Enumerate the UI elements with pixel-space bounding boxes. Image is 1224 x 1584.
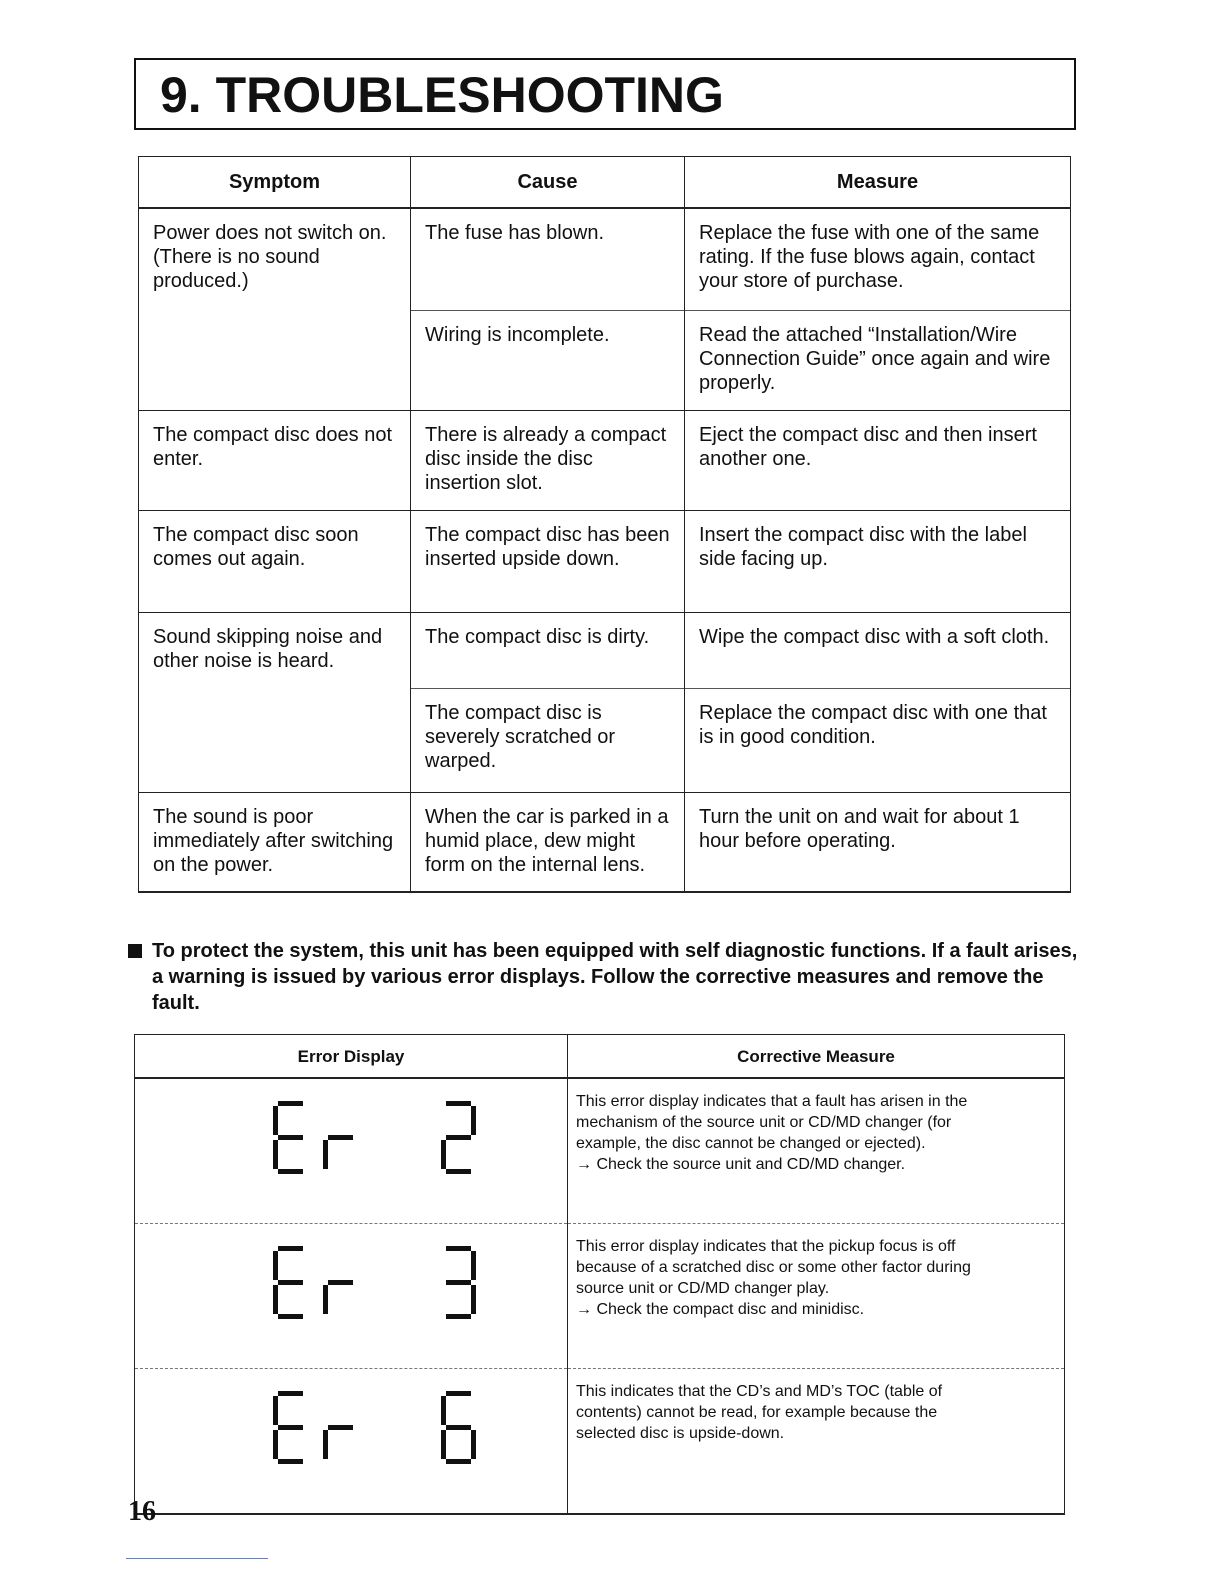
lcd-segment [446, 1314, 471, 1319]
corrective-measure-cell [568, 1078, 1065, 1224]
error-row [135, 1078, 1065, 1224]
symptom-cell: The compact disc does not enter. [139, 410, 411, 510]
table-row [139, 510, 1071, 612]
measure-line: mechanism of the source unit or CD/MD changer (for [576, 1114, 952, 1131]
footer-rule [126, 1558, 268, 1559]
page-title: 9. TROUBLESHOOTING [160, 67, 724, 123]
cause-cell: There is already a compact disc inside the disc insertion slot. [411, 410, 685, 510]
measure-cell: Turn the unit on and wait for about 1 hour before operating. [685, 792, 1071, 892]
lcd-segment [273, 1285, 278, 1314]
lcd-segment [278, 1246, 303, 1251]
measure-line: contents) cannot be read, for example because the [576, 1404, 938, 1421]
cause-cell: The compact disc is dirty. [411, 612, 685, 688]
measure-line: This error display indicates that the pickup focus is off [576, 1238, 956, 1255]
lcd-segment [441, 1140, 446, 1169]
measure-cell: Eject the compact disc and then insert another one. [685, 410, 1071, 510]
lcd-segment [278, 1101, 303, 1106]
square-bullet-icon [128, 944, 142, 958]
lcd-segment [323, 1285, 328, 1314]
lcd-segment [273, 1106, 278, 1135]
lcd-segment [328, 1280, 353, 1285]
cause-cell: Wiring is incomplete. [411, 310, 685, 410]
header-error-display: Error Display [135, 1035, 568, 1079]
measure-line: example, the disc cannot be changed or ejected). [576, 1135, 926, 1152]
error-row [135, 1369, 1065, 1515]
lcd-segment [441, 1396, 446, 1425]
symptom-cell: The compact disc soon comes out again. [139, 510, 411, 612]
lcd-segment [446, 1135, 471, 1140]
lcd-segment [273, 1140, 278, 1169]
measure-line: because of a scratched disc or some other factor during [576, 1259, 971, 1276]
header-measure: Measure [685, 157, 1071, 209]
page-number: 16 [128, 1496, 156, 1527]
lcd-segment [446, 1280, 471, 1285]
lcd-segment [273, 1396, 278, 1425]
symptom-cell: The sound is poor immediately after switching on the power. [139, 792, 411, 892]
lcd-error-display [265, 1385, 495, 1475]
header-symptom: Symptom [139, 157, 411, 209]
measure-line: This error display indicates that a fault has arisen in the [576, 1093, 968, 1110]
measure-cell: Insert the compact disc with the label side facing up. [685, 510, 1071, 612]
error-display-table [134, 1034, 1065, 1515]
lcd-segment [278, 1280, 303, 1285]
lcd-segment [323, 1140, 328, 1169]
corrective-measure-cell [568, 1369, 1065, 1515]
symptom-cell: Power does not switch on. (There is no sound produced.) [139, 208, 411, 410]
table-row [139, 410, 1071, 510]
table-row [139, 208, 1071, 310]
cause-cell: When the car is parked in a humid place, dew might form on the internal lens. [411, 792, 685, 892]
lcd-segment [278, 1425, 303, 1430]
measure-line: → Check the compact disc and minidisc. [576, 1301, 865, 1318]
lcd-segment [471, 1106, 476, 1135]
lcd-segment [471, 1430, 476, 1459]
note-text: To protect the system, this unit has been equipped with self diagnostic functions. If a fault arises, a warning is issued by various error displays. Follow the corrective measures and remove the fault. [152, 940, 1078, 1014]
measure-line: This indicates that the CD’s and MD’s TOC (table of [576, 1383, 943, 1400]
lcd-segment [446, 1246, 471, 1251]
lcd-error-display [265, 1240, 495, 1330]
troubleshooting-table [138, 156, 1071, 893]
error-display-cell [135, 1078, 568, 1224]
header-cause: Cause [411, 157, 685, 209]
lcd-segment [278, 1135, 303, 1140]
cause-cell: The compact disc has been inserted upside down. [411, 510, 685, 612]
lcd-segment [328, 1135, 353, 1140]
lcd-segment [273, 1430, 278, 1459]
error-display-cell [135, 1224, 568, 1369]
troubleshooting-header-row [139, 157, 1071, 209]
lcd-segment [446, 1101, 471, 1106]
measure-line: → Check the source unit and CD/MD changer. [576, 1156, 906, 1173]
table-row [139, 792, 1071, 892]
lcd-segment [273, 1251, 278, 1280]
corrective-measure-cell [568, 1224, 1065, 1369]
lcd-segment [441, 1430, 446, 1459]
lcd-segment [278, 1314, 303, 1319]
measure-line: selected disc is upside-down. [576, 1425, 785, 1442]
lcd-segment [471, 1251, 476, 1280]
measure-cell: Wipe the compact disc with a soft cloth. [685, 612, 1071, 688]
error-row [135, 1224, 1065, 1369]
lcd-segment [278, 1391, 303, 1396]
error-display-cell [135, 1369, 568, 1515]
lcd-segment [278, 1459, 303, 1464]
diagnostic-note [128, 938, 1078, 1016]
measure-cell: Replace the fuse with one of the same rating. If the fuse blows again, contact your store of purchase. [685, 208, 1071, 310]
measure-line: source unit or CD/MD changer play. [576, 1280, 830, 1297]
measure-cell: Read the attached “Installation/Wire Connection Guide” once again and wire properly. [685, 310, 1071, 410]
measure-cell: Replace the compact disc with one that is in good condition. [685, 688, 1071, 792]
lcd-segment [328, 1425, 353, 1430]
cause-cell: The fuse has blown. [411, 208, 685, 310]
table-row [139, 612, 1071, 688]
error-header-row [135, 1035, 1065, 1079]
lcd-segment [446, 1425, 471, 1430]
lcd-error-display [265, 1095, 495, 1185]
lcd-segment [446, 1459, 471, 1464]
title-box [134, 58, 1076, 130]
lcd-segment [278, 1169, 303, 1174]
lcd-segment [446, 1391, 471, 1396]
header-corrective-measure: Corrective Measure [568, 1035, 1065, 1079]
lcd-segment [471, 1285, 476, 1314]
symptom-cell: Sound skipping noise and other noise is heard. [139, 612, 411, 792]
lcd-segment [446, 1169, 471, 1174]
lcd-segment [323, 1430, 328, 1459]
cause-cell: The compact disc is severely scratched or warped. [411, 688, 685, 792]
